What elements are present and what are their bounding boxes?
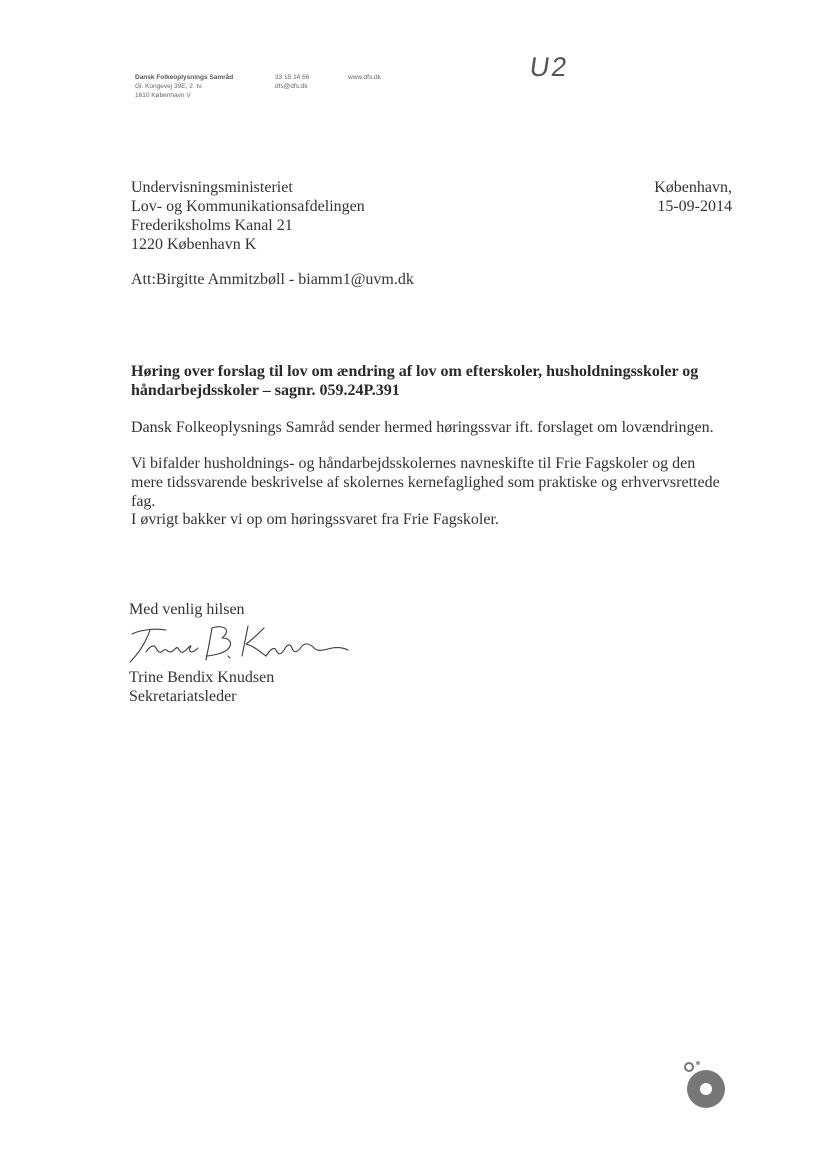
letterhead-address-line1: Gl. Kongevej 39E, 2. tv. — [135, 83, 203, 90]
signer-block — [129, 668, 274, 706]
body-paragraph-2: Vi bifalder husholdnings- og håndarbejdsskolernes navneskifte til Frie Fagskoler og den mere tidssvarende beskrivelse af skolernes kernefaglighed som praktiske og erhvervsrettede fag. — [131, 455, 720, 510]
subject-heading: Høring over forslag til lov om ændring af lov om efterskoler, husholdningsskoler og håndarbejdsskoler – sagnr. 059.24P.391 — [131, 363, 699, 399]
body-paragraph-1: Dansk Folkeoplysnings Samråd sender hermed høringssvar ift. forslaget om lovændringen. — [131, 419, 714, 436]
letterhead-address-line2: 1610 København V — [135, 92, 191, 99]
attention-line: Att:Birgitte Ammitzbøll - biamm1@uvm.dk — [131, 271, 414, 288]
letterhead-email: dfs@dfs.dk — [275, 83, 308, 90]
letterhead-contact-block — [275, 73, 309, 91]
handwritten-mark: U2 — [527, 52, 571, 82]
place: København, — [654, 179, 732, 196]
dfs-logo-icon — [680, 1055, 740, 1115]
place-date — [654, 178, 732, 216]
recipient-line2: Lov- og Kommunikationsafdelingen — [131, 198, 365, 215]
date: 15-09-2014 — [657, 198, 732, 215]
handwritten-signature — [120, 612, 350, 672]
closing-salutation: Med venlig hilsen — [129, 601, 245, 618]
signer-name: Trine Bendix Knudsen — [129, 669, 275, 686]
letterhead-phone: 33 15 14 66 — [275, 74, 310, 81]
signer-title: Sekretariatsleder — [129, 688, 237, 705]
letterhead-address-block — [135, 73, 233, 100]
recipient-line3: Frederiksholms Kanal 21 — [131, 217, 293, 234]
letterhead-website: www.dfs.dk — [348, 74, 381, 81]
recipient-line1: Undervisningsministeriet — [131, 179, 293, 196]
recipient-address — [131, 178, 365, 254]
recipient-line4: 1220 København K — [131, 236, 257, 253]
body-paragraph-3: I øvrigt bakker vi op om høringssvaret fra Frie Fagskoler. — [131, 511, 499, 528]
letterhead-org-name: Dansk Folkeoplysnings Samråd — [135, 74, 234, 81]
